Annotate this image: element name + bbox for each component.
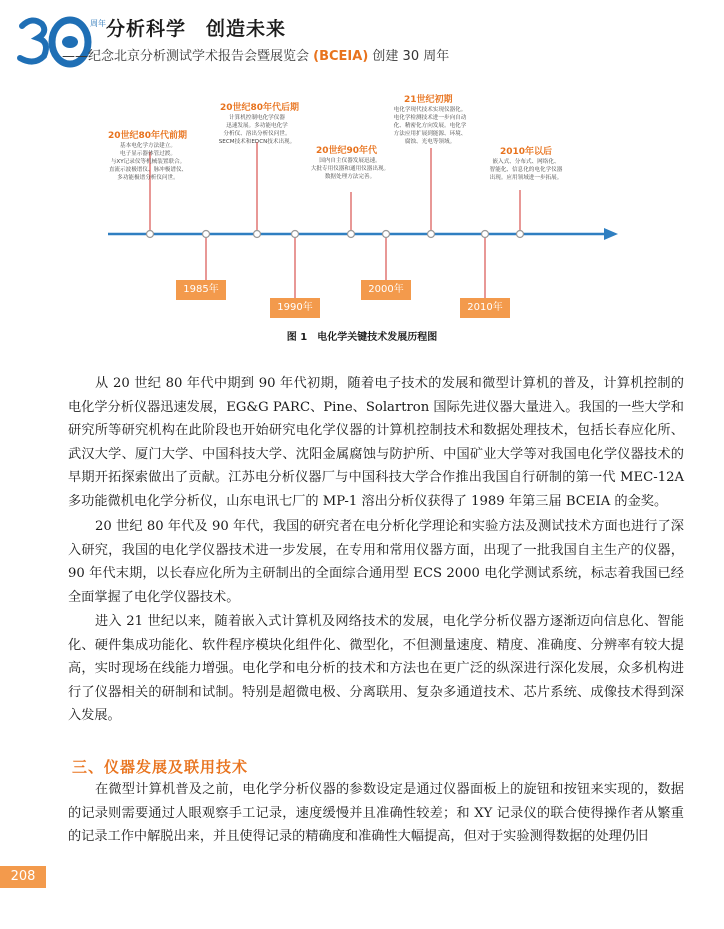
timeline-arrow-icon (604, 228, 618, 240)
milestone-4-desc: 电化学现代技术实现仪器化。 电化学检测技术进一步向自动 化、精密化方向发展。电化学 方法应用扩展到能源、环境、 腐蚀、光电等领域。 (393, 107, 467, 145)
subtitle-post: 创建 30 周年 (372, 49, 450, 64)
section-paragraph: 在微型计算机普及之前，电化学分析仪器的参数设定是通过仪器面板上的旋钮和按钮来实现的，数据的记录则需要通过人眼观察手工记录，速度缓慢并且准确性较差；和 XY 记录仪的联合使得操作者从繁重的记录工作中解脱出来，并且使得记录的精确度和准确性大幅提高，但对于实验测得数据的处理仍旧 (68, 782, 684, 844)
milestone-1-heading: 20世纪80年代前期 (108, 131, 188, 141)
subtitle-highlight: (BCEIA) (313, 49, 369, 64)
year-box-1985: 1985年 (176, 280, 226, 300)
logo-badge: 周年 (90, 19, 106, 28)
milestone-5-heading: 2010年以后 (500, 147, 553, 157)
paragraph-2: 20 世纪 80 年代及 90 年代，我国的研究者在电分析化学理论和实验方法及测试技术方面也进行了深入研究，我国的电化学仪器技术进一步发展，在专用和常用仪器方面，出现了一批我国自主生产的仪器，90 年代末期，以长春应化所为主研制出的全面综合通用型 ECS 2000 电化学测试系统，标志着我国已经全面掌握了电化学仪器技术。 (68, 519, 684, 605)
milestone-5-desc: 嵌入式、分布式、网络化、 智能化、信息化的电化学仪器 出现。应用领域进一步拓展。 (489, 159, 563, 181)
header-title: 分析科学 创造未来 (106, 18, 287, 40)
milestone-3-heading: 20世纪90年代 (316, 146, 378, 156)
milestone-2-desc: 计算机控制电化学仪器 迅速发展。多功能电化学 分析仪、溶出分析仪问世。 SECM技术和EDCN技术出现。 (218, 115, 296, 145)
subtitle-pre: ——纪念北京分析测试学术报告会暨展览会 (62, 49, 310, 64)
page-number: 208 (0, 866, 46, 888)
year-box-1990: 1990年 (270, 298, 320, 318)
timeline-graphic (0, 80, 724, 340)
year-box-2010: 2010年 (460, 298, 510, 318)
figure-caption: 图 1 电化学关键技术发展历程图 (286, 332, 438, 343)
year-box-2000: 2000年 (361, 280, 411, 300)
section-title: 三、仪器发展及联用技术 (72, 758, 249, 776)
paragraph-3: 进入 21 世纪以来，随着嵌入式计算机及网络技术的发展，电化学分析仪器方逐渐迈向信息化、智能化、硬件集成功能化、软件程序模块化组件化、微型化，不但测量速度、精度、准确度、分辨率有较大提高，实时现场在线能力增强。电化学和电分析的技术和方法也在更广泛的纵深进行深化发展，众多机构进行了仪器相关的研制和试制。特别是超微电极、分离联用、复杂多通道技术、芯片系统、成像技术得到深入发展。 (68, 614, 684, 723)
milestone-2-heading: 20世纪80年代后期 (220, 103, 300, 113)
milestone-1-desc: 基本电化学方法建立。 电子显示器体管过渡。 与XY记录仪等机械装置联合。 直流示波极谱仪、脉冲极谱仪、 多功能极谱分析仪问世。 (108, 143, 188, 181)
paragraph-1: 从 20 世纪 80 年代中期到 90 年代初期，随着电子技术的发展和微型计算机的普及，计算机控制的电化学分析仪器迅速发展，EG&G PARC、Pine、Solartron 国际先进仪器大量进入。我国的一些大学和研究所等研究机构在此阶段也开始研究电化学仪器的计算机控制技术和数据处理技术，包括长春应化所、武汉大学、厦门大学、中国科技大学、沈阳金属腐蚀与防护所、中国矿业大学等对我国电化学仪器技术的早期开拓探索做出了贡献。江苏电分析仪器厂与中国科技大学合作推出我国自行研制的第一代 MEC-12A 多功能微机电化学分析仪，山东电讯七厂的 MP-1 溶出分析仪获得了 1989 年第三届 BCEIA 的金奖。 (68, 376, 684, 509)
milestone-3-desc: 国内自主仪器发展迅速。 大批专用仪器和通用仪器出现。 数据处理方法完善。 (310, 158, 390, 180)
header-subtitle (62, 45, 449, 64)
milestone-4-heading: 21世纪初期 (404, 95, 453, 105)
